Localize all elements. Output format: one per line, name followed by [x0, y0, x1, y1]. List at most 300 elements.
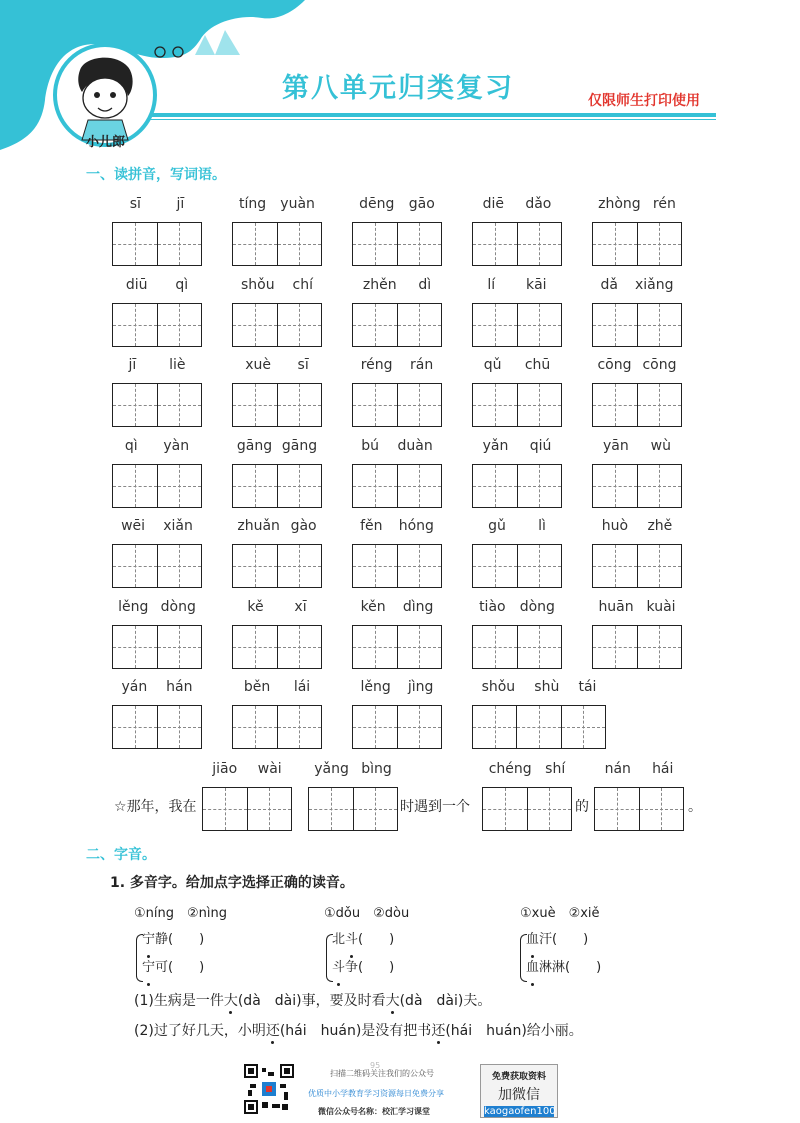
pinyin-syllable: shí	[545, 761, 566, 777]
writing-cell[interactable]	[473, 465, 517, 507]
word-item	[592, 599, 682, 669]
writing-cell[interactable]	[233, 304, 277, 346]
writing-cell[interactable]	[397, 545, 442, 587]
writing-cell[interactable]	[397, 223, 442, 265]
word-2a: 北斗( )	[332, 926, 394, 954]
pinyin-syllable: chéng	[488, 761, 532, 777]
word-item	[472, 357, 562, 427]
sentence-blank	[482, 761, 572, 831]
writing-cell[interactable]	[233, 626, 277, 668]
sentence-question-2: (2)过了好几天，小明还(hái huán)是没有把书还(hái huán)给小丽。	[134, 1020, 583, 1040]
pinyin-syllable: fěn	[360, 518, 383, 534]
writing-cell[interactable]	[157, 465, 202, 507]
word-item	[232, 196, 322, 266]
pinyin-syllable: hái	[652, 761, 674, 777]
pinyin	[472, 357, 562, 377]
writing-cell[interactable]	[353, 788, 398, 830]
page-number: 95	[370, 1061, 381, 1070]
pinyin	[592, 277, 682, 297]
word-item	[232, 599, 322, 669]
writing-grid[interactable]	[352, 705, 442, 749]
writing-cell[interactable]	[203, 788, 247, 830]
pinyin	[352, 679, 442, 699]
word-item	[112, 679, 202, 749]
pinyin	[232, 196, 322, 216]
writing-cell[interactable]	[637, 465, 682, 507]
writing-grid[interactable]	[232, 222, 322, 266]
pinyin	[482, 761, 572, 781]
writing-cell[interactable]	[157, 706, 202, 748]
word-2b: 斗争( )	[332, 954, 394, 982]
pinyin	[594, 761, 684, 781]
question-1-prompt: 1. 多音字。给加点字选择正确的读音。	[110, 875, 354, 891]
pinyin-syllable: wēi	[121, 518, 146, 534]
word-item	[112, 277, 202, 347]
writing-cell[interactable]	[113, 545, 157, 587]
writing-cell[interactable]	[277, 304, 322, 346]
word-group-2	[332, 926, 394, 982]
header-rule-thin	[150, 119, 716, 120]
writing-cell[interactable]	[516, 706, 560, 748]
pinyin	[472, 277, 562, 297]
pinyin-syllable: lěng	[360, 679, 391, 695]
pinyin-syllable: nán	[604, 761, 631, 777]
writing-cell[interactable]	[113, 706, 157, 748]
pinyin-syllable: kuài	[646, 598, 676, 615]
writing-cell[interactable]	[593, 223, 637, 265]
pinyin-syllable: huān	[598, 598, 634, 615]
pinyin	[472, 518, 562, 538]
word-item	[112, 438, 202, 508]
writing-cell[interactable]	[593, 545, 637, 587]
sentence-part-1: 那年，我在	[126, 799, 197, 815]
writing-cell[interactable]	[157, 384, 202, 426]
section1-title: 一、读拼音，写词语。	[86, 167, 226, 183]
writing-cell[interactable]	[517, 465, 562, 507]
pinyin-syllable: lí	[487, 276, 496, 293]
footer-share-text: 优质中小学教育学习资源每日免费分享	[308, 1089, 444, 1098]
pinyin-syllable: xiǎng	[634, 276, 674, 293]
pinyin-syllable: dǎ	[600, 276, 618, 293]
pinyin	[112, 599, 202, 619]
writing-cell[interactable]	[595, 788, 639, 830]
writing-grid[interactable]	[472, 544, 562, 588]
writing-cell[interactable]	[113, 223, 157, 265]
writing-cell[interactable]	[397, 384, 442, 426]
pinyin-syllable: qiú	[529, 437, 552, 454]
writing-cell[interactable]	[353, 304, 397, 346]
pinyin	[232, 679, 322, 699]
pinyin	[232, 599, 322, 619]
pinyin-syllable: bú	[361, 437, 380, 454]
writing-cell[interactable]	[637, 384, 682, 426]
pinyin-syllable: tíng	[239, 196, 267, 212]
star-mark: ☆	[114, 799, 127, 815]
writing-grid[interactable]	[112, 464, 202, 508]
writing-cell[interactable]	[593, 384, 637, 426]
word-item	[352, 679, 442, 749]
writing-cell[interactable]	[353, 384, 397, 426]
writing-grid[interactable]	[592, 625, 682, 669]
writing-grid[interactable]	[112, 625, 202, 669]
pinyin-syllable: shǒu	[240, 276, 275, 293]
word-item	[352, 357, 442, 427]
writing-grid[interactable]	[112, 222, 202, 266]
qr-code	[244, 1064, 294, 1114]
pinyin-syllable: dì	[418, 276, 432, 293]
writing-grid[interactable]	[472, 464, 562, 508]
writing-cell[interactable]	[517, 304, 562, 346]
pinyin-syllable: yuàn	[280, 196, 315, 212]
writing-cell[interactable]	[233, 223, 277, 265]
writing-cell[interactable]	[113, 465, 157, 507]
writing-grid[interactable]	[352, 464, 442, 508]
pinyin	[112, 518, 202, 538]
pinyin-syllable: gāo	[408, 196, 435, 212]
pinyin-syllable: dǎo	[525, 196, 552, 212]
word-item	[232, 679, 322, 749]
writing-grid[interactable]	[112, 544, 202, 588]
pinyin-syllable: yǎng	[314, 761, 349, 777]
pinyin-syllable: diū	[125, 276, 148, 293]
sentence-part-3: 的	[575, 799, 589, 815]
pinyin-syllable: cōng	[642, 357, 677, 373]
pinyin-syllable: diē	[482, 196, 505, 212]
writing-cell[interactable]	[277, 223, 322, 265]
writing-cell[interactable]	[473, 626, 517, 668]
pinyin-syllable: lái	[293, 679, 311, 695]
pinyin	[472, 679, 606, 699]
writing-grid[interactable]	[112, 303, 202, 347]
word-3b: 血淋淋( )	[526, 954, 601, 982]
writing-cell[interactable]	[277, 384, 322, 426]
writing-cell[interactable]	[157, 304, 202, 346]
word-item	[472, 196, 562, 266]
pinyin	[232, 518, 322, 538]
writing-cell[interactable]	[517, 384, 562, 426]
writing-grid[interactable]	[592, 383, 682, 427]
writing-cell[interactable]	[233, 465, 277, 507]
pinyin-syllable: sī	[297, 357, 309, 373]
writing-grid[interactable]	[352, 303, 442, 347]
options-group-3: ①xuè ②xiě	[520, 906, 600, 921]
writing-grid[interactable]	[592, 544, 682, 588]
writing-cell[interactable]	[473, 706, 516, 748]
word-item	[472, 599, 562, 669]
word-item	[472, 277, 562, 347]
writing-grid[interactable]	[308, 787, 398, 831]
writing-cell[interactable]	[353, 465, 397, 507]
pinyin	[352, 438, 442, 458]
pinyin	[592, 357, 682, 377]
word-item	[232, 518, 322, 588]
writing-cell[interactable]	[473, 545, 517, 587]
writing-grid[interactable]	[352, 544, 442, 588]
pinyin-syllable: kě	[247, 598, 264, 615]
writing-cell[interactable]	[113, 384, 157, 426]
pinyin-syllable: xī	[294, 598, 307, 615]
pinyin-syllable: lì	[538, 518, 546, 534]
writing-cell[interactable]	[277, 545, 322, 587]
pinyin-syllable: liè	[169, 357, 186, 373]
pinyin-syllable: cōng	[597, 357, 632, 373]
writing-cell[interactable]	[637, 223, 682, 265]
footer-account-text: 微信公众号名称：校汇学习课堂	[318, 1107, 430, 1116]
pinyin-syllable: dēng	[359, 196, 395, 212]
sentence-blank	[594, 761, 684, 831]
pinyin-syllable: chū	[524, 357, 551, 373]
pinyin	[202, 761, 292, 781]
writing-grid[interactable]	[482, 787, 572, 831]
pinyin	[112, 679, 202, 699]
word-item	[472, 518, 562, 588]
promo-label: 免费获取资料	[491, 1072, 546, 1082]
pinyin-syllable: gāng	[281, 437, 318, 454]
header-decoration	[0, 0, 310, 160]
pinyin-syllable: wài	[257, 761, 282, 777]
pinyin-syllable: réng	[360, 357, 393, 373]
options-group-1: ①níng ②nìng	[134, 906, 227, 921]
pinyin-syllable: huò	[601, 518, 629, 534]
wechat-promo-box	[480, 1064, 558, 1118]
pinyin-syllable: jī	[176, 196, 185, 212]
writing-grid[interactable]	[472, 383, 562, 427]
pinyin	[232, 357, 322, 377]
pinyin-syllable: zhěn	[362, 276, 397, 293]
pinyin-syllable: yān	[602, 437, 629, 454]
writing-grid[interactable]	[232, 303, 322, 347]
pinyin-syllable: dòng	[160, 598, 196, 615]
word-item	[592, 438, 682, 508]
writing-cell[interactable]	[113, 626, 157, 668]
writing-cell[interactable]	[157, 626, 202, 668]
writing-cell[interactable]	[637, 304, 682, 346]
writing-cell[interactable]	[397, 626, 442, 668]
writing-grid[interactable]	[112, 705, 202, 749]
writing-cell[interactable]	[593, 465, 637, 507]
pinyin-syllable: qǔ	[483, 357, 502, 373]
pinyin-syllable: shǒu	[481, 679, 516, 695]
pinyin	[592, 518, 682, 538]
pinyin-syllable: xuè	[245, 357, 272, 373]
word-item	[352, 277, 442, 347]
pinyin-syllable: běn	[243, 679, 271, 695]
pinyin-syllable: jìng	[407, 679, 434, 695]
word-item	[352, 599, 442, 669]
brand-name: 小儿郎	[86, 135, 126, 150]
word-item	[112, 196, 202, 266]
pinyin-syllable: kāi	[526, 276, 547, 293]
header-rule	[150, 113, 716, 117]
writing-grid[interactable]	[232, 544, 322, 588]
word-item	[592, 357, 682, 427]
writing-cell[interactable]	[353, 545, 397, 587]
writing-cell[interactable]	[473, 384, 517, 426]
word-item	[352, 438, 442, 508]
writing-grid[interactable]	[232, 705, 322, 749]
writing-grid[interactable]	[592, 303, 682, 347]
pinyin	[352, 518, 442, 538]
writing-cell[interactable]	[397, 706, 442, 748]
pinyin-syllable: lěng	[118, 598, 149, 615]
writing-cell[interactable]	[473, 304, 517, 346]
pinyin-syllable: qì	[124, 437, 138, 454]
writing-grid[interactable]	[472, 222, 562, 266]
pinyin-syllable: duàn	[397, 437, 433, 454]
page-title: 第八单元归类复习	[282, 73, 514, 104]
writing-cell[interactable]	[593, 626, 637, 668]
writing-cell[interactable]	[517, 545, 562, 587]
usage-restriction: 仅限师生打印使用	[588, 93, 700, 109]
pinyin-syllable: jī	[128, 357, 137, 373]
writing-cell[interactable]	[517, 223, 562, 265]
word-item	[232, 438, 322, 508]
writing-cell[interactable]	[353, 223, 397, 265]
pinyin-syllable: bìng	[361, 761, 392, 777]
pinyin-syllable: yǎn	[482, 437, 509, 454]
promo-wechat-id: kaogaofen100	[484, 1106, 556, 1117]
pinyin-syllable: xiǎn	[163, 518, 193, 534]
writing-grid[interactable]	[232, 383, 322, 427]
pinyin-syllable: jiāo	[212, 761, 238, 777]
pinyin	[352, 599, 442, 619]
writing-grid[interactable]	[232, 625, 322, 669]
pinyin-syllable: tái	[578, 679, 597, 695]
pinyin	[472, 438, 562, 458]
writing-cell[interactable]	[483, 788, 527, 830]
writing-grid[interactable]	[352, 383, 442, 427]
pinyin	[352, 277, 442, 297]
writing-grid[interactable]	[592, 222, 682, 266]
word-item	[592, 196, 682, 266]
writing-cell[interactable]	[233, 384, 277, 426]
pinyin-syllable: gǔ	[488, 518, 506, 534]
writing-cell[interactable]	[247, 788, 292, 830]
writing-cell[interactable]	[233, 545, 277, 587]
writing-cell[interactable]	[639, 788, 684, 830]
pinyin-syllable: zhuǎn	[237, 518, 280, 534]
pinyin-syllable: zhě	[647, 518, 673, 534]
pinyin-syllable: rén	[652, 196, 676, 212]
pinyin-syllable: yàn	[163, 437, 190, 454]
writing-grid[interactable]	[594, 787, 684, 831]
writing-cell[interactable]	[277, 465, 322, 507]
word-item	[232, 357, 322, 427]
pinyin	[232, 438, 322, 458]
writing-grid[interactable]	[352, 222, 442, 266]
writing-cell[interactable]	[561, 706, 605, 748]
writing-cell[interactable]	[397, 304, 442, 346]
writing-cell[interactable]	[233, 706, 277, 748]
pinyin	[472, 196, 562, 216]
pinyin	[232, 277, 322, 297]
writing-cell[interactable]	[277, 626, 322, 668]
writing-cell[interactable]	[277, 706, 322, 748]
footer-scan-text: 扫描二维码关注我们的公众号	[330, 1069, 434, 1078]
options-group-2: ①dǒu ②dòu	[324, 906, 410, 921]
writing-cell[interactable]	[309, 788, 353, 830]
pinyin-syllable: gào	[290, 518, 317, 534]
pinyin	[352, 357, 442, 377]
pinyin	[352, 196, 442, 216]
writing-cell[interactable]	[593, 304, 637, 346]
sentence-part-2: 时遇到一个	[400, 799, 470, 815]
word-item	[352, 196, 442, 266]
pinyin	[472, 599, 562, 619]
sentence-blank	[202, 761, 292, 831]
writing-cell[interactable]	[353, 626, 397, 668]
writing-cell[interactable]	[527, 788, 572, 830]
pinyin-syllable: sī	[129, 196, 141, 212]
pinyin-syllable: shù	[534, 679, 560, 695]
writing-grid[interactable]	[232, 464, 322, 508]
writing-cell[interactable]	[353, 706, 397, 748]
sentence-question-1: (1)生病是一件大(dà dài)事，要及时看大(dà dài)夫。	[134, 990, 491, 1010]
writing-grid[interactable]	[112, 383, 202, 427]
sentence-end: 。	[688, 799, 702, 815]
word-item	[112, 357, 202, 427]
section2-title: 二、字音。	[86, 847, 156, 863]
writing-grid[interactable]	[472, 303, 562, 347]
writing-grid[interactable]	[592, 464, 682, 508]
word-group-1	[142, 926, 204, 982]
writing-cell[interactable]	[113, 304, 157, 346]
writing-cell[interactable]	[157, 223, 202, 265]
pinyin-syllable: tiào	[479, 598, 506, 615]
word-item	[352, 518, 442, 588]
pinyin-syllable: dìng	[402, 598, 434, 615]
word-3a: 血汗( )	[526, 926, 601, 954]
pinyin-syllable: hán	[166, 679, 193, 695]
promo-wechat: 加微信	[498, 1087, 540, 1103]
writing-cell[interactable]	[637, 626, 682, 668]
writing-cell[interactable]	[473, 223, 517, 265]
word-item	[232, 277, 322, 347]
word-item	[472, 438, 562, 508]
writing-grid[interactable]	[472, 705, 606, 749]
writing-cell[interactable]	[517, 626, 562, 668]
word-item	[592, 518, 682, 588]
pinyin	[112, 357, 202, 377]
pinyin-syllable: hóng	[398, 518, 434, 534]
pinyin	[592, 196, 682, 216]
pinyin-syllable: rán	[410, 357, 434, 373]
writing-grid[interactable]	[202, 787, 292, 831]
pinyin-syllable: zhòng	[598, 196, 641, 212]
word-item	[112, 599, 202, 669]
word-item	[112, 518, 202, 588]
word-group-3	[526, 926, 601, 982]
pinyin-syllable: qì	[175, 276, 189, 293]
pinyin	[592, 438, 682, 458]
writing-grid[interactable]	[472, 625, 562, 669]
writing-cell[interactable]	[637, 545, 682, 587]
writing-cell[interactable]	[397, 465, 442, 507]
word-item	[592, 277, 682, 347]
pinyin-syllable: dòng	[519, 598, 555, 615]
writing-grid[interactable]	[352, 625, 442, 669]
pinyin	[112, 196, 202, 216]
pinyin-syllable: kěn	[360, 598, 386, 615]
pinyin-syllable: gāng	[236, 437, 273, 454]
writing-cell[interactable]	[157, 545, 202, 587]
pinyin-syllable: wù	[650, 437, 671, 454]
pinyin-syllable: chí	[292, 276, 313, 293]
word-1a: 宁静( )	[142, 926, 204, 954]
pinyin	[112, 438, 202, 458]
pinyin-syllable: yán	[121, 679, 148, 695]
pinyin	[308, 761, 398, 781]
